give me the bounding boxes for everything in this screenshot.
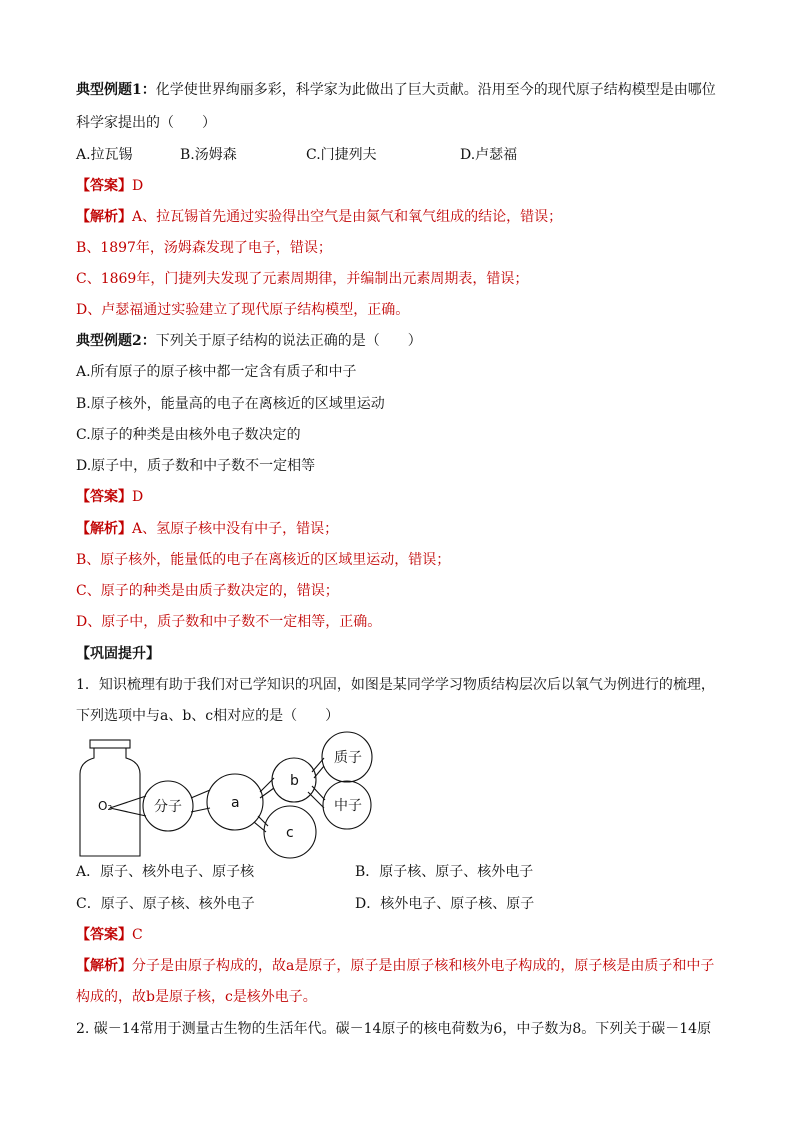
q1-analysis-text1: 分子是由原子构成的，故a是原子，原子是由原子核和核外电子构成的，原子核是由质子和中子: [132, 958, 715, 974]
label-b: b: [290, 773, 299, 789]
ex1-option-b: B.汤姆森: [180, 147, 237, 163]
ex2-option-a: A.所有原子的原子核中都一定含有质子和中子: [76, 364, 357, 380]
bottle-stopper: [90, 740, 130, 748]
connector-a-c: [254, 816, 268, 832]
proton-label: 质子: [334, 750, 362, 766]
ex2-answer-tag: 【答案】: [76, 489, 132, 505]
ex1-option-c: C.门捷列夫: [306, 147, 377, 163]
label-c: c: [286, 825, 294, 841]
ex2-analysis-a: [76, 519, 338, 539]
ex1-stem-line1: [76, 80, 716, 100]
q1-answer: [76, 925, 143, 945]
q1-analysis-line1: [76, 956, 714, 976]
q1-answer-tag: 【答案】: [76, 927, 132, 943]
ex1-label: 典型例题1：: [76, 82, 156, 98]
ex2-stem-text: 下列关于原子结构的说法正确的是（ ）: [155, 333, 422, 349]
consolidate-heading: 【巩固提升】: [76, 646, 160, 662]
ex1-option-d: D.卢瑟福: [460, 147, 518, 163]
ex1-answer-tag: 【答案】: [76, 178, 132, 194]
q1-option-a: A．原子、核外电子、原子核: [76, 864, 255, 880]
ex2-option-b: B.原子核外，能量高的电子在离核近的区域里运动: [76, 396, 385, 412]
ex1-analysis-c: C、1869年，门捷列夫发现了元素周期律，并编制出元素周期表，错误；: [76, 271, 529, 287]
ex2-option-d: D.原子中，质子数和中子数不一定相等: [76, 458, 316, 474]
structure-diagram: [70, 728, 400, 860]
q1-analysis-line2: 构成的，故b是原子核，c是核外电子。: [76, 989, 317, 1005]
ex2-label: 典型例题2：: [76, 333, 156, 349]
q1-stem-line1: 1．知识梳理有助于我们对已学知识的巩固，如图是某同学学习物质结构层次后以氧气为例进行的梳理，: [76, 677, 715, 693]
q1-option-d: D．核外电子、原子核、原子: [355, 896, 535, 912]
ex1-analysis-b: B、1897年，汤姆森发现了电子，错误；: [76, 240, 332, 256]
q1-answer-value: C: [132, 927, 143, 943]
ex2-analysis-b: B、原子核外，能量低的电子在离核近的区域里运动，错误；: [76, 552, 451, 568]
ex1-analysis-d: D、卢瑟福通过实验建立了现代原子结构模型，正确。: [76, 302, 410, 318]
q2-stem-line1: 2. 碳－14常用于测量古生物的生活年代。碳－14原子的核电荷数为6，中子数为8。下列关于碳－14原: [76, 1021, 712, 1037]
ex1-stem-line2: 科学家提出的（ ）: [76, 115, 216, 131]
ex1-analysis-a: [76, 207, 562, 227]
q1-option-c: C．原子、原子核、核外电子: [76, 896, 255, 912]
ex2-answer: [76, 487, 143, 507]
ex2-analysis-c: C、原子的种类是由质子数决定的，错误；: [76, 583, 339, 599]
q1-option-b: B．原子核、原子、核外电子: [355, 864, 534, 880]
molecule-label: 分子: [154, 799, 182, 815]
neutron-label: 中子: [334, 798, 362, 814]
ex2-option-c: C.原子的种类是由核外电子数决定的: [76, 427, 301, 443]
ex1-answer: [76, 176, 143, 196]
ex1-analysis-tag: 【解析】: [76, 209, 132, 225]
connector-bottle-molecule: [110, 796, 146, 816]
ex1-option-a: A.拉瓦锡: [76, 147, 133, 163]
ex1-stem1: 化学使世界绚丽多彩，科学家为此做出了巨大贡献。沿用至今的现代原子结构模型是由哪位: [155, 82, 716, 98]
q1-stem-line2: 下列选项中与a、b、c相对应的是（ ）: [76, 708, 340, 724]
ex2-answer-value: D: [132, 489, 144, 505]
connector-b-neutron: [308, 786, 325, 808]
label-a: a: [231, 795, 240, 811]
ex2-stem: [76, 331, 422, 351]
bottle-label: O₂: [98, 799, 113, 813]
ex2-analysis-a-text: A、氢原子核中没有中子，错误；: [132, 521, 339, 537]
ex1-analysis-a-text: A、拉瓦锡首先通过实验得出空气是由氮气和氧气组成的结论，错误；: [132, 209, 563, 225]
q1-analysis-tag: 【解析】: [76, 958, 132, 974]
ex1-answer-value: D: [132, 178, 144, 194]
ex2-analysis-tag: 【解析】: [76, 521, 132, 537]
ex2-analysis-d: D、原子中，质子数和中子数不一定相等，正确。: [76, 614, 382, 630]
